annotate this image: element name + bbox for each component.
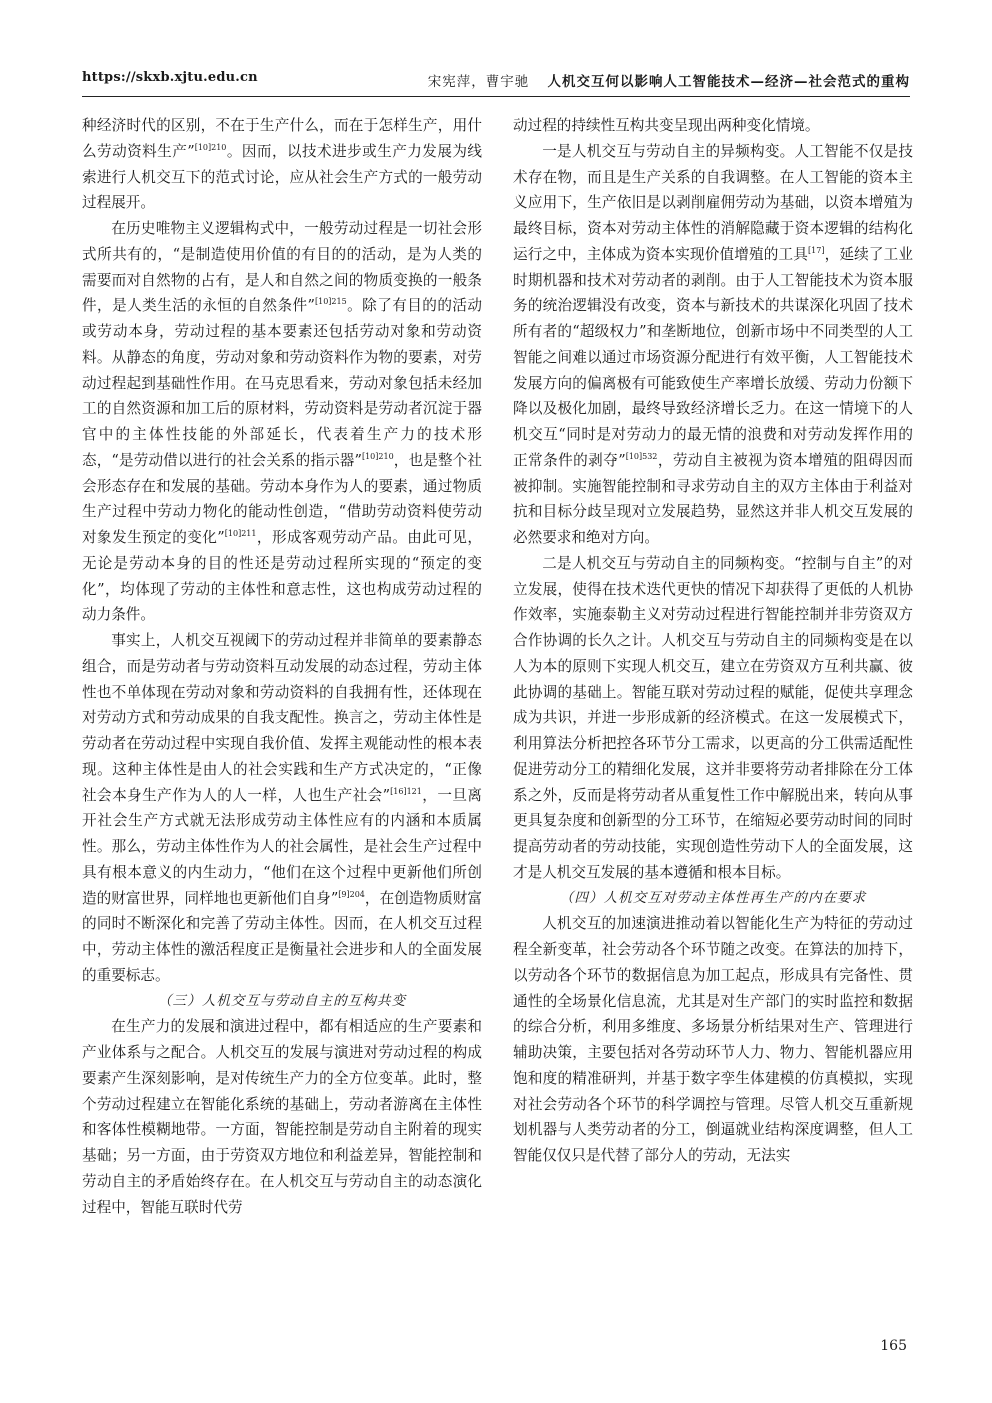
paragraph-text: 二是人机交互与劳动自主的同频构变。“控制与自主”的对立发展，使得在技术迭代更快的情况下却获得了更低的人机协作效率，实施泰勒主义对劳动过程进行智能控制并非劳资双方合作协调的长久之计。人机交互与劳动自主的同频构变是在以人为本的原则下实现人机交互，建立在劳资双方互利共赢、彼此协调的基础上。智能互联对劳动过程的赋能，促使共享理念成为共识，并进一步形成新的经济模式。在这一发展模式下，利用算法分析把控各环节分工需求，以更高的分工供需适配性促进劳动分工的精细化发展，这并非要将劳动者排除在分工体系之外，反而是将劳动者从重复性工作中解脱出来，转向从事更具复杂度和创新型的分工环节，在缩短必要劳动时间的同时提高劳动者的劳动技能，实现创造性劳动下人的全面发展，这才是人机交互发展的基本遵循和根本目标。 [513, 554, 913, 881]
section-heading [513, 886, 913, 912]
citation-ref: [10]532 [625, 451, 658, 461]
paragraph-text: 种经济时代的区别，不在于生产什么，而在于怎样生产，用什么劳动资料生产” [82, 117, 482, 160]
paragraph-text: 一是人机交互与劳动自主的异频构变。人工智能不仅是技术存在物，而且是生产关系的自我调整。在人工智能的资本主义应用下，生产依旧是以剥削雇佣劳动为基础，以资本增殖为最终目标，资本对劳动主体性的消解隐藏于资本逻辑的结构化运行之中，主体成为资本实现价值增殖的工具 [513, 142, 913, 263]
citation-ref: [10]210 [361, 451, 394, 461]
paragraph-text: ，延续了工业时期机器和技术对劳动者的剥削。由于人工智能技术为资本服务的统治逻辑没有改变，资本与新技术的共谋深化巩固了技术所有者的“超级权力”和垄断地位，创新市场中不同类型的人工智能之间难以通过市场资源分配进行有效平衡，人工智能技术发展方向的偏离极有可能致使生产率增长放缓、劳动力份额下降以及极化加剧，最终导致经济增长乏力。在这一情境下的人机交互“同时是对劳动力的最无情的浪费和对劳动发挥作用的正常条件的剥夺” [513, 245, 913, 469]
paragraph-text: ，劳动自主被视为资本增殖的阻碍因而被抑制。实施智能控制和寻求劳动自主的双方主体由于利益对抗和目标分歧呈现对立发展趋势，显然这并非人机交互发展的必然要求和绝对方向。 [513, 451, 913, 546]
body-paragraph [82, 1014, 482, 1220]
body-paragraph [513, 139, 913, 551]
paragraph-text: （四）人机交互对劳动主体性再生产的内在要求 [559, 889, 867, 906]
citation-ref: [17] [808, 245, 825, 255]
running-header [82, 70, 910, 94]
left-column [82, 113, 482, 1220]
citation-ref: [10]210 [194, 142, 227, 152]
paragraph-text: 在生产力的发展和演进过程中，都有相适应的生产要素和产业体系与之配合。人机交互的发展与演进对劳动过程的构成要素产生深刻影响，是对传统生产力的全方位变革。此时，整个劳动过程建立在智能化系统的基础上，劳动者游离在主体性和客体性模糊地带。一方面，智能控制是劳动自主附着的现实基础；另一方面，由于劳资双方地位和利益差异，智能控制和劳动自主的矛盾始终存在。在人机交互与劳动自主的动态演化过程中，智能互联时代劳 [82, 1018, 482, 1216]
citation-ref: [10]215 [314, 297, 347, 307]
body-paragraph [513, 911, 913, 1169]
paragraph-text: 。因而，以技术进步或生产力发展为线索进行人机交互下的范式讨论，应从社会生产方式的一般劳动过程展开。 [82, 142, 482, 212]
right-column [513, 113, 913, 1169]
paragraph-text: ，一旦离开社会生产方式就无法形成劳动主体性应有的内涵和本质属性。那么，劳动主体性作为人的社会属性，是社会生产过程中具有根本意义的内生动力，“他们在这个过程中更新他们所创造的财富世界，同样地也更新他们自身” [82, 786, 482, 907]
paragraph-text: 事实上，人机交互视阈下的劳动过程并非简单的要素静态组合，而是劳动者与劳动资料互动发展的动态过程，劳动主体性也不单体现在劳动对象和劳动资料的自我拥有性，还体现在对劳动方式和劳动成果的自我支配性。换言之，劳动主体性是劳动者在劳动过程中实现自我价值、发挥主观能动性的根本表现。这种主体性是由人的社会实践和生产方式决定的，“正像社会本身生产作为人的人一样，人也生产社会” [82, 632, 482, 804]
paragraph-text: ，在创造物质财富的同时不断深化和完善了劳动主体性。因而，在人机交互过程中，劳动主体性的激活程度正是衡量社会进步和人的全面发展的重要标志。 [82, 889, 482, 984]
paragraph-text: 人机交互的加速演进推动着以智能化生产为特征的劳动过程全新变革，社会劳动各个环节随之改变。在算法的加持下，以劳动各个环节的数据信息为加工起点，形成具有完备性、贯通性的全场景化信息流，尤其是对生产部门的实时监控和数据的综合分析，利用多维度、多场景分析结果对生产、管理进行辅助决策，主要包括对各劳动环节人力、物力、智能机器应用饱和度的精准研判，并基于数字孪生体建模的仿真模拟，实现对社会劳动各个环节的科学调控与管理。尽管人机交互重新规划机器与人类劳动者的分工，倒逼就业结构深度调整，但人工智能仅仅只是代替了部分人的劳动，无法实 [513, 915, 913, 1164]
body-paragraph [82, 628, 482, 989]
body-paragraph [513, 551, 913, 886]
page-number: 165 [880, 1338, 907, 1354]
paragraph-text: 。除了有目的的活动或劳动本身，劳动过程的基本要素还包括劳动对象和劳动资料。从静态的角度，劳动对象和劳动资料作为物的要素，对劳动过程起到基础性作用。在马克思看来，劳动对象包括未经加工的自然资源和加工后的原材料，劳动资料是劳动者沉淀于器官中的主体性技能的外部延长，代表着生产力的技术形态，“是劳动借以进行的社会关系的指示器” [82, 297, 482, 469]
header-right [428, 70, 910, 90]
body-paragraph [82, 216, 482, 628]
paragraph-text: ，形成客观劳动产品。由此可见，无论是劳动本身的目的性还是劳动过程所实现的“预定的变化”，均体现了劳动的主体性和意志性，这也构成劳动过程的动力条件。 [82, 529, 482, 624]
paragraph-text: 动过程的持续性互构共变呈现出两种变化情境。 [513, 117, 820, 134]
paragraph-text: 在历史唯物主义逻辑构式中，一般劳动过程是一切社会形式所共有的，“是制造使用价值的有目的的活动，是为人类的需要而对自然物的占有，是人和自然之间的物质变换的一般条件，是人类生活的永恒的自然条件” [82, 220, 482, 315]
paragraph-text: ，也是整个社会形态存在和发展的基础。劳动本身作为人的要素，通过物质生产过程中劳动力物化的能动性创造，“借助劳动资料使劳动对象发生预定的变化” [82, 451, 482, 546]
section-heading [82, 989, 482, 1015]
header-authors: 宋宪萍，曹宇驰 [427, 74, 530, 90]
citation-ref: [16]121 [390, 786, 422, 796]
body-paragraph [513, 113, 913, 139]
citation-ref: [9]204 [338, 889, 365, 899]
paragraph-text: （三）人机交互与劳动自主的互构共变 [157, 992, 407, 1009]
header-article-title: 人机交互何以影响人工智能技术—经济—社会范式的重构 [547, 74, 910, 90]
citation-ref: [10]211 [224, 529, 257, 538]
journal-url[interactable]: https://skxb.xjtu.edu.cn [82, 70, 258, 85]
body-paragraph [82, 113, 482, 216]
header-rule [82, 96, 910, 97]
